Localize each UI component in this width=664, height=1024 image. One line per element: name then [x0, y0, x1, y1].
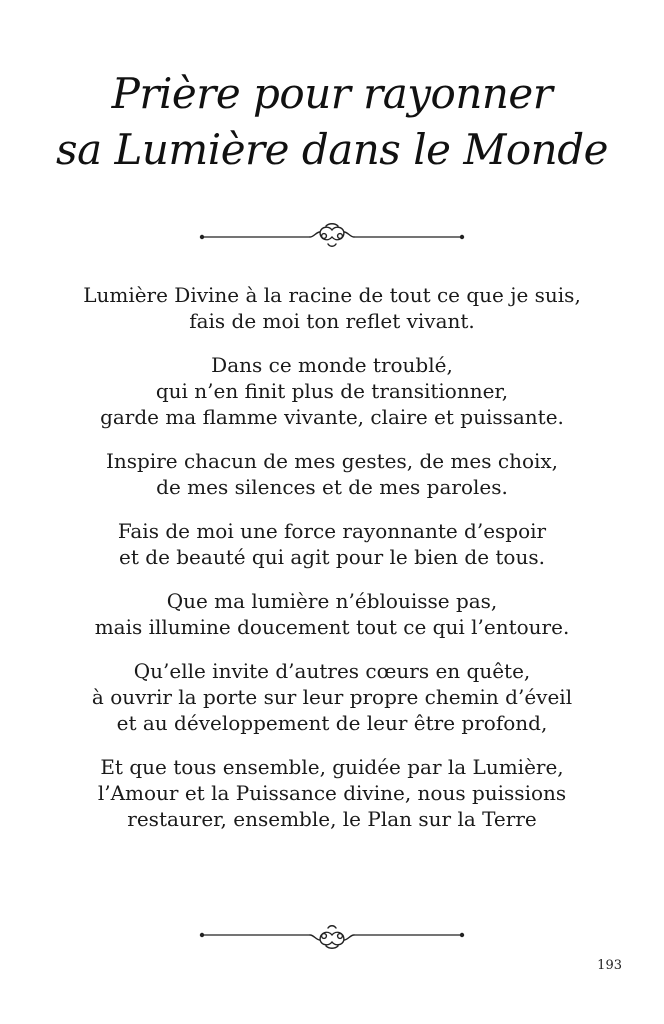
poem-line: de mes silences et de mes paroles. — [156, 475, 508, 499]
stanza — [20, 282, 644, 334]
scroll-ornament-icon — [198, 220, 466, 250]
poem-line: l’Amour et la Puissance divine, nous puissions — [97, 781, 567, 805]
poem-line: Inspire chacun de mes gestes, de mes choix, — [105, 449, 559, 473]
poem-line: et au développement de leur être profond, — [116, 711, 548, 735]
poem-line: mais illumine doucement tout ce qui l’entoure. — [94, 615, 570, 639]
stanza — [20, 448, 644, 500]
poem-line: et de beauté qui agit pour le bien de tous. — [119, 545, 545, 569]
title-line-2: sa Lumière dans le Monde — [56, 125, 608, 174]
poem-line: restaurer, ensemble, le Plan sur la Terre — [127, 807, 537, 831]
stanza — [20, 588, 644, 640]
poem-line: garde ma flamme vivante, claire et puissante. — [100, 405, 564, 429]
poem-line: fais de moi ton reflet vivant. — [189, 309, 475, 333]
stanza — [20, 518, 644, 570]
poem-line: Fais de moi une force rayonnante d’espoir — [117, 519, 547, 543]
poem-body — [20, 282, 644, 850]
poem-line: qui n’en finit plus de transitionner, — [155, 379, 509, 403]
poem-line: Dans ce monde troublé, — [211, 353, 453, 377]
page-number: 193 — [597, 958, 622, 973]
poem-line: à ouvrir la porte sur leur propre chemin d’éveil — [91, 685, 573, 709]
poem-line: Qu’elle invite d’autres cœurs en quête, — [133, 659, 531, 683]
page-title — [40, 66, 624, 178]
stanza — [20, 754, 644, 832]
poem-line: Que ma lumière n’éblouisse pas, — [166, 589, 498, 613]
poem-line: Et que tous ensemble, guidée par la Lumière, — [100, 755, 564, 779]
stanza — [20, 352, 644, 430]
title-line-1: Prière pour rayonner — [111, 69, 553, 118]
poem-line: Lumière Divine à la racine de tout ce que je suis, — [83, 283, 581, 307]
scroll-ornament-icon — [198, 922, 466, 952]
stanza — [20, 658, 644, 736]
